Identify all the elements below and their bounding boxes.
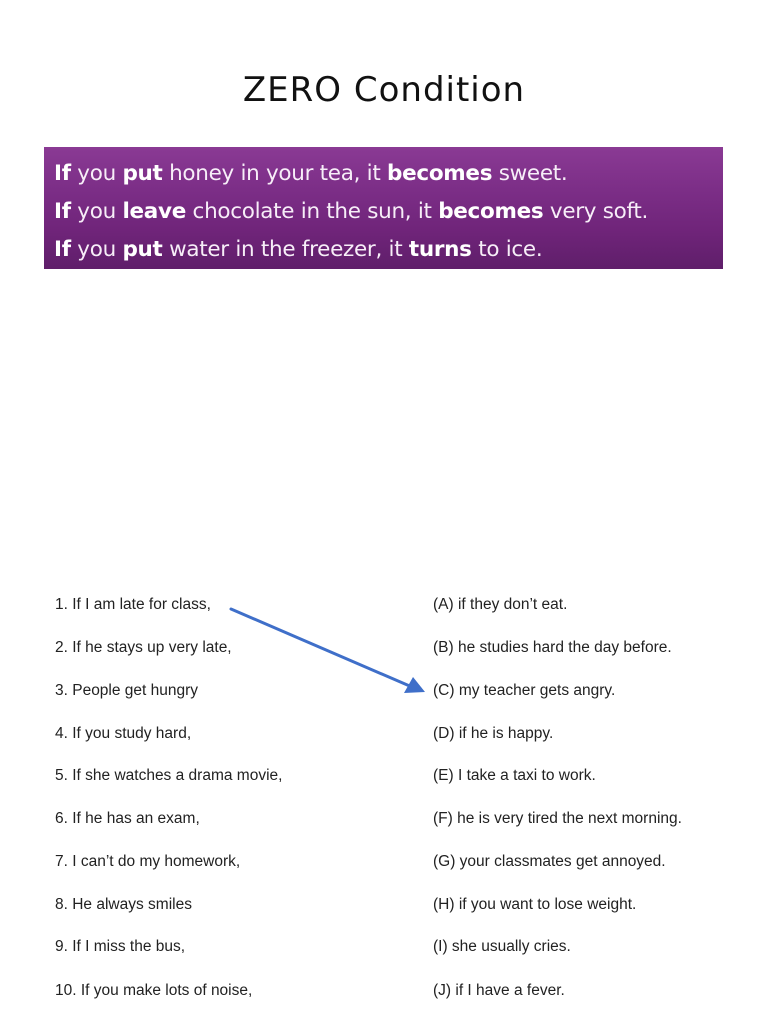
- left-item-3: 3. People get hungry: [55, 682, 199, 699]
- word: If: [54, 237, 71, 262]
- left-item-9: 9. If I miss the bus,: [55, 938, 186, 955]
- word: chocolate in the sun, it: [186, 199, 439, 224]
- left-item-10: 10. If you make lots of noise,: [55, 982, 253, 999]
- right-item-b: (B) he studies hard the day before.: [433, 639, 672, 656]
- word: you: [70, 161, 123, 186]
- word: put: [122, 161, 163, 186]
- word: to ice.: [471, 237, 543, 262]
- word: water in the freezer, it: [162, 237, 409, 262]
- left-item-5: 5. If she watches a drama movie,: [55, 767, 283, 784]
- right-item-i: (I) she usually cries.: [433, 938, 571, 955]
- left-item-7: 7. I can’t do my homework,: [55, 853, 241, 870]
- word: turns: [408, 237, 472, 262]
- word: leave: [122, 199, 187, 224]
- word: very soft.: [543, 199, 649, 224]
- left-item-2: 2. If he stays up very late,: [55, 639, 232, 656]
- word: put: [122, 237, 163, 262]
- word: If: [54, 161, 71, 186]
- word: you: [70, 199, 123, 224]
- word: If: [54, 199, 71, 224]
- right-item-g: (G) your classmates get annoyed.: [433, 853, 666, 870]
- word: sweet.: [492, 161, 568, 186]
- left-item-8: 8. He always smiles: [55, 896, 192, 913]
- left-item-1: 1. If I am late for class,: [55, 596, 211, 613]
- right-item-h: (H) if you want to lose weight.: [433, 896, 637, 913]
- word: honey in your tea, it: [162, 161, 388, 186]
- right-item-c: (C) my teacher gets angry.: [433, 682, 616, 699]
- left-item-6: 6. If he has an exam,: [55, 810, 200, 827]
- page-title: ZERO Condition: [242, 70, 526, 110]
- right-item-d: (D) if he is happy.: [433, 725, 554, 742]
- word: you: [70, 237, 123, 262]
- right-item-f: (F) he is very tired the next morning.: [433, 810, 682, 827]
- right-item-e: (E) I take a taxi to work.: [433, 767, 596, 784]
- left-item-4: 4. If you study hard,: [55, 725, 192, 742]
- word: becomes: [438, 199, 544, 224]
- word: becomes: [387, 161, 493, 186]
- right-item-a: (A) if they don’t eat.: [433, 596, 568, 613]
- right-item-j: (J) if I have a fever.: [433, 982, 565, 999]
